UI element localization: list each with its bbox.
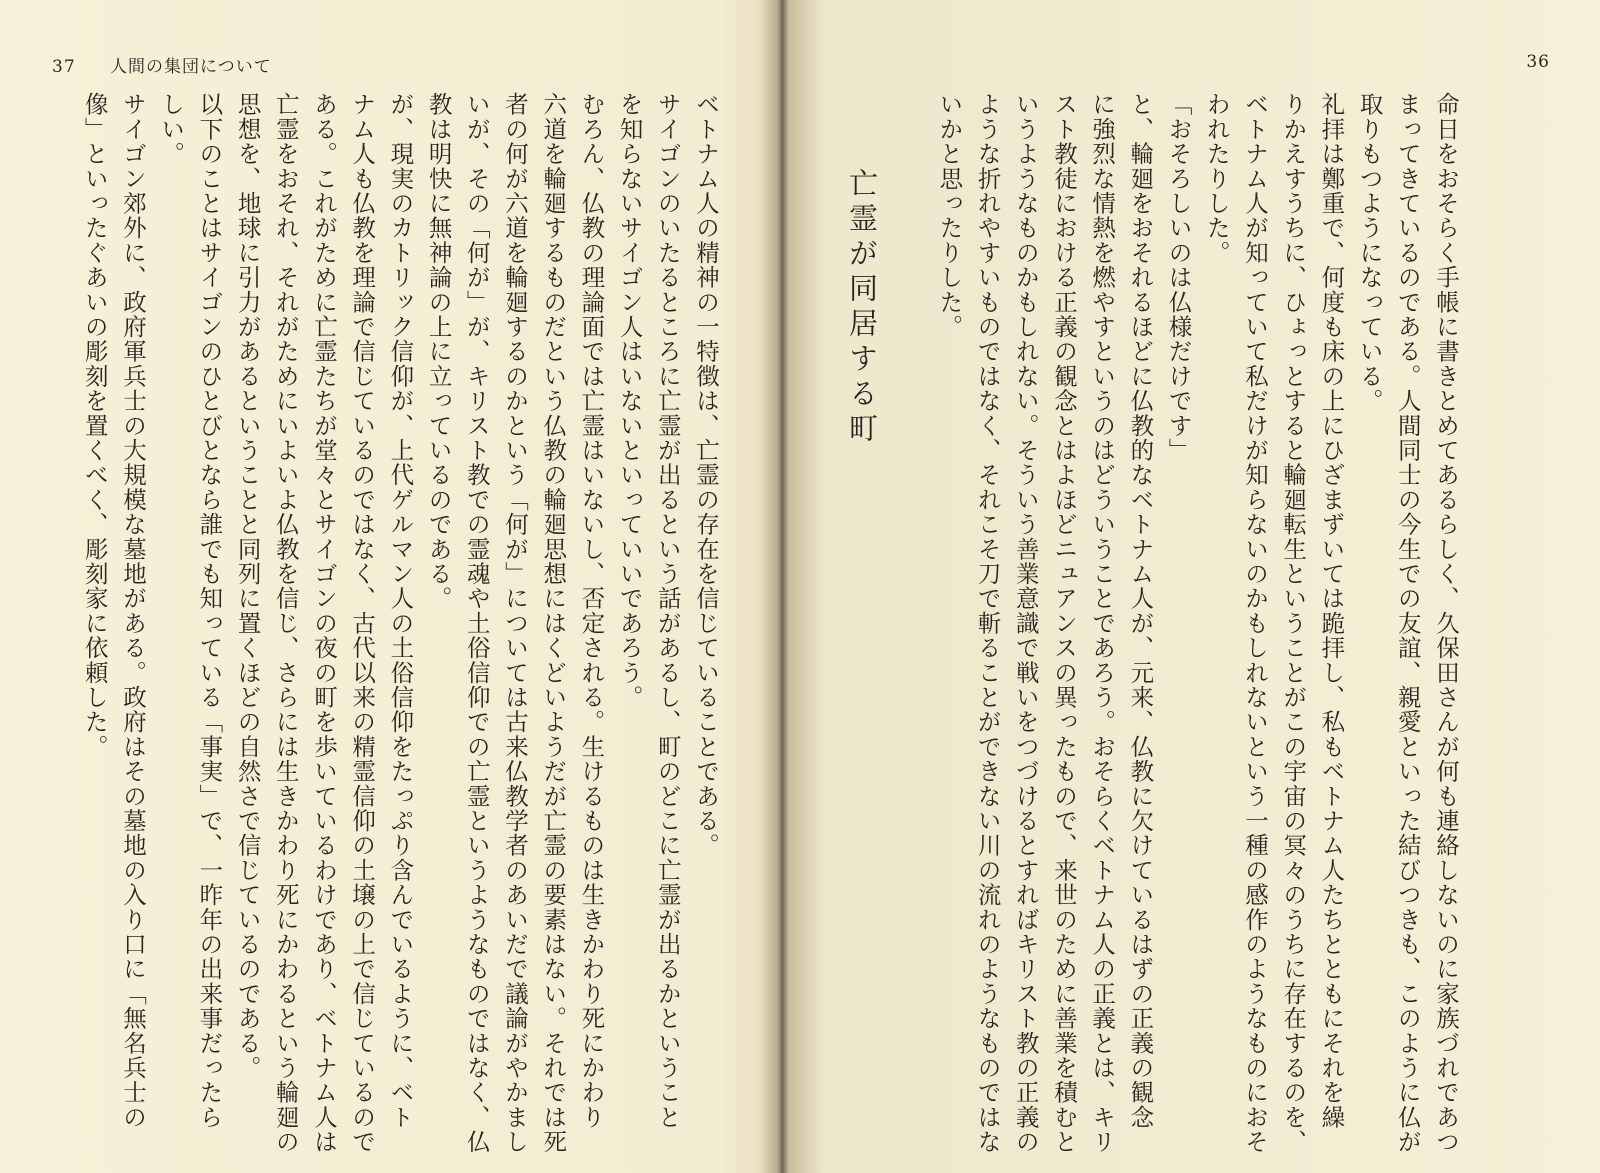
text-line: われたりした。 bbox=[1202, 92, 1231, 265]
left-page-number: 37 bbox=[52, 57, 76, 77]
text-line: りかえすうちに、ひょっとすると輪廻転生ということがこの宇宙の冥々のうちに存在するのを、 bbox=[1279, 92, 1308, 1155]
text-line: と、輪廻をおそれるほどに仏教的なベトナム人が、元来、仏教に欠けているはずの正義の観念 bbox=[1126, 92, 1155, 1130]
text-line: サイゴンのいたるところに亡霊が出るという話があるし、町のどこに亡霊が出るかということ bbox=[653, 92, 682, 1130]
left-page-header bbox=[52, 52, 272, 77]
section-title: 亡霊が同居する町 bbox=[845, 168, 879, 448]
text-line: サイゴン郊外に、政府軍兵士の大規模な墓地がある。政府はその墓地の入り口に「無名兵士の bbox=[118, 92, 147, 1130]
text-line: 命日をおそらく手帳に書きとめてあるらしく、久保田さんが何も連絡しないのに家族づれであつ bbox=[1432, 92, 1460, 1155]
text-line: 礼拝は鄭重で、何度も床の上にひざまずいては跪拝し、私もベトナム人たちとともにそれを繰 bbox=[1317, 92, 1346, 1130]
text-line: ナム人も仏教を理論で信じているのではなく、古代以来の精霊信仰の土壌の上で信じているので bbox=[348, 92, 377, 1155]
text-line: むろん、仏教の理論面では亡霊はいないし、否定される。生けるものは生きかわり死にかわり bbox=[577, 92, 606, 1130]
text-line: ベトナム人の精神の一特徴は、亡霊の存在を信じていることである。 bbox=[692, 92, 720, 858]
text-line: まってきているのである。人間同士の今生での友誼、親愛といった結びつきも、このように仏が bbox=[1393, 92, 1422, 1155]
text-line: が、現実のカトリック信仰が、上代ゲルマン人の土俗信仰をたっぷり含んでいるように、ベト bbox=[386, 92, 415, 1130]
left-page-body bbox=[76, 92, 725, 1155]
text-line: ような折れやすいものではなく、それこそ刀で斬ることができない川の流れのようなものではな bbox=[973, 92, 1002, 1155]
running-head: 人間の集団について bbox=[110, 57, 272, 77]
text-line: スト教徒における正義の観念とはよほどニュアンスの異ったもので、来世のために善業を積むと bbox=[1049, 92, 1078, 1155]
text-line: しい。 bbox=[157, 92, 186, 167]
text-line: 思想を、地球に引力があるということと同列に置くほどの自然さで信じているのである。 bbox=[233, 92, 262, 1080]
text-line: 教は明快に無神論の上に立っているのである。 bbox=[424, 92, 453, 611]
right-page bbox=[790, 0, 1600, 1173]
text-line: 六道を輪廻するものだという仏教の輪廻思想にはくどいようだが亡霊の要素はない。それでは死 bbox=[539, 92, 568, 1155]
text-line: 者の何が六道を輪廻するのかという「何が」については古来仏教学者のあいだで議論がやかまし bbox=[500, 92, 529, 1155]
text-line: ベトナム人が知っていて私だけが知らないのかもしれないという一種の感作のようなものにおそ bbox=[1240, 92, 1269, 1155]
text-line: を知らないサイゴン人はいないといっていいであろう。 bbox=[615, 92, 644, 710]
text-line: に強烈な情熱を燃やすというのはどういうことであろう。おそらくベトナム人の正義とは、キリ bbox=[1088, 92, 1117, 1155]
text-line: ある。これがために亡霊たちが堂々とサイゴンの夜の町を歩いているわけであり、ベトナム人は bbox=[309, 92, 338, 1155]
text-line: 「おそろしいのは仏様だけです」 bbox=[1164, 92, 1193, 463]
text-line: いかと思ったりした。 bbox=[935, 92, 964, 339]
text-line: 以下のことはサイゴンのひとびとなら誰でも知っている「事実」で、一昨年の出来事だったら bbox=[195, 92, 224, 1130]
text-line: いが、その「何が」が、キリスト教での霊魂や土俗信仰での亡霊というようなものではなく、仏 bbox=[462, 92, 491, 1155]
right-page-body bbox=[930, 92, 1465, 1155]
text-line: 取りもつようになっている。 bbox=[1355, 92, 1384, 414]
text-line: 像」といったぐあいの彫刻を置くべく、彫刻家に依頼した。 bbox=[80, 92, 109, 759]
right-page-number: 36 bbox=[1526, 52, 1550, 72]
left-page bbox=[0, 0, 780, 1173]
right-page-header bbox=[1526, 52, 1550, 72]
text-line: いうようなものかもしれない。そういう善業意識で戦いをつづけるとすればキリスト教の正義の bbox=[1011, 92, 1040, 1155]
text-line: 亡霊をおそれ、それがためにいよいよ仏教を信じ、さらには生きかわり死にかわるという輪廻の bbox=[271, 92, 300, 1155]
